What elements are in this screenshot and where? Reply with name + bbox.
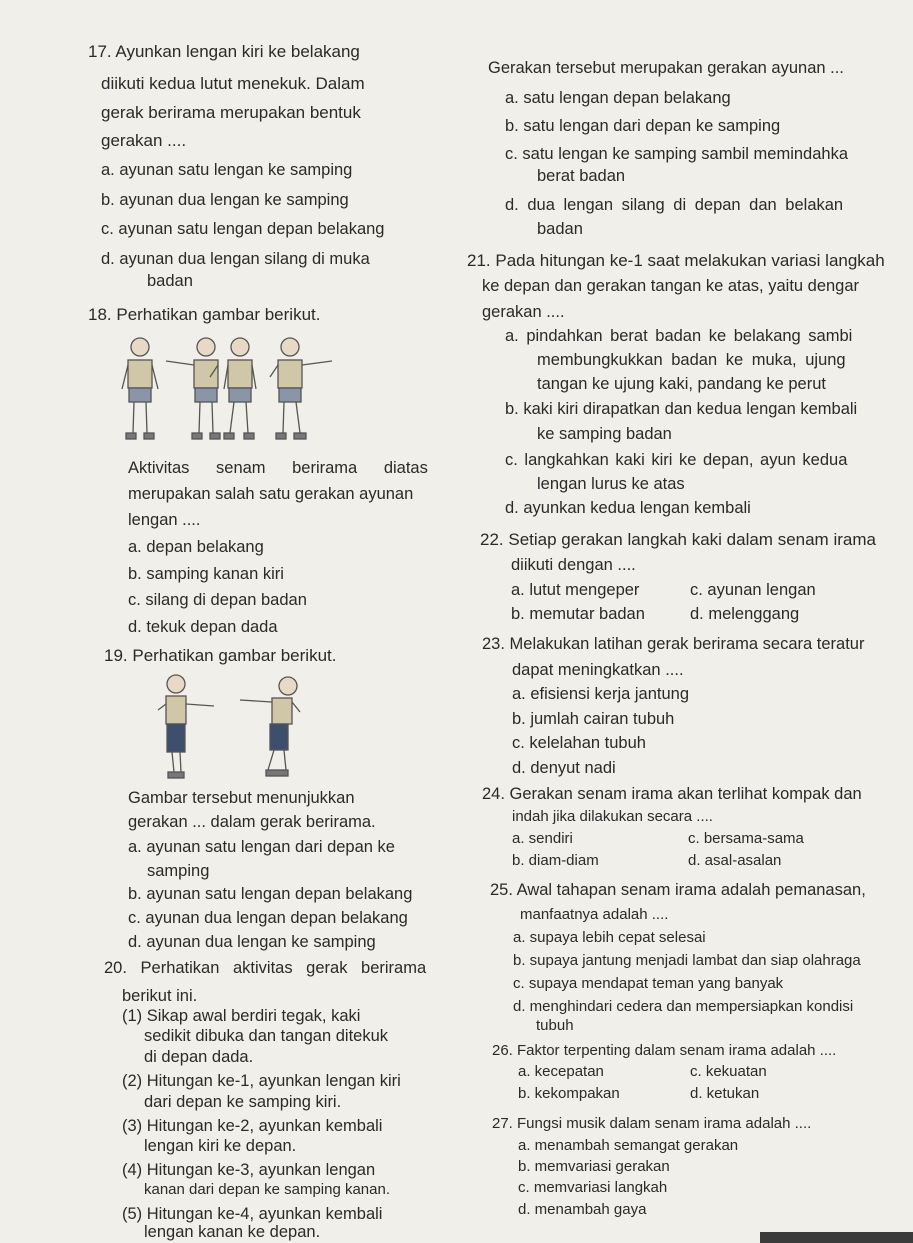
q17-line3: gerak berirama merupakan bentuk — [101, 103, 361, 122]
q19-line2: gerakan ... dalam gerak berirama. — [128, 813, 376, 831]
q21-option-d: d. ayunkan kedua lengan kembali — [505, 499, 751, 517]
q21-option-a: a. pindahkan berat badan ke belakang sambi — [505, 327, 853, 345]
q23-option-a: a. efisiensi kerja jantung — [512, 685, 690, 703]
q27-option-a: a. menambah semangat gerakan — [518, 1137, 739, 1154]
q25-option-a: a. supaya lebih cepat selesai — [513, 929, 706, 946]
q21-option-a-cont1: membungkukkan badan ke muka, ujung — [537, 351, 846, 369]
q20-option-d: d. dua lengan silang di depan dan belakan — [505, 196, 844, 214]
q20-step5-cont: lengan kanan ke depan. — [144, 1223, 321, 1241]
q18-option-d: d. tekuk depan dada — [128, 618, 278, 636]
q27-stem: 27. Fungsi musik dalam senam irama adalah .... — [492, 1115, 812, 1132]
q25-line2: manfaatnya adalah .... — [520, 906, 669, 923]
q26-option-b: b. kekompakan — [518, 1085, 620, 1102]
q25-line1: 25. Awal tahapan senam irama adalah pemanasan, — [490, 881, 866, 899]
q26-option-d: d. ketukan — [690, 1085, 760, 1102]
q21-option-a-cont2: tangan ke ujung kaki, pandang ke perut — [537, 375, 826, 393]
q20-stem-cont: Gerakan tersebut merupakan gerakan ayunan ... — [488, 59, 844, 77]
q20-option-c-cont: berat badan — [537, 167, 626, 185]
q21-line3: gerakan .... — [482, 303, 565, 321]
q25-option-d-cont: tubuh — [536, 1017, 574, 1034]
q20-option-d-cont: badan — [537, 220, 583, 238]
q26-option-a: a. kecepatan — [518, 1063, 604, 1080]
q20-step2-cont: dari depan ke samping kiri. — [144, 1093, 342, 1111]
q19-option-a-cont: samping — [147, 862, 210, 880]
q25-option-d: d. menghindari cedera dan mempersiapkan kondisi — [513, 998, 854, 1015]
q18-option-c: c. silang di depan badan — [128, 591, 307, 609]
q20-step1: (1) Sikap awal berdiri tegak, kaki — [122, 1007, 361, 1025]
q25-option-b: b. supaya jantung menjadi lambat dan siap olahraga — [513, 952, 861, 969]
q24-line2: indah jika dilakukan secara .... — [512, 808, 713, 825]
q23-option-c: c. kelelahan tubuh — [512, 734, 646, 752]
q22-option-d: d. melenggang — [690, 605, 800, 623]
q17-option-b: b. ayunan dua lengan ke samping — [101, 191, 349, 209]
q19-option-a: a. ayunan satu lengan dari depan ke — [128, 838, 395, 856]
q24-option-b: b. diam-diam — [512, 852, 599, 869]
q20-step4-cont: kanan dari depan ke samping kanan. — [144, 1181, 391, 1198]
q18-title: 18. Perhatikan gambar berikut. — [88, 305, 321, 324]
q21-option-c: c. langkahkan kaki kiri ke depan, ayun kedua — [505, 451, 848, 469]
q20-line1: 20. Perhatikan aktivitas gerak berirama — [104, 959, 427, 977]
q26-stem: 26. Faktor terpenting dalam senam irama adalah .... — [492, 1042, 837, 1059]
q27-option-d: d. menambah gaya — [518, 1201, 647, 1218]
q24-option-d: d. asal-asalan — [688, 852, 782, 869]
q18-option-a: a. depan belakang — [128, 538, 264, 556]
q17-option-d-cont: badan — [147, 272, 193, 290]
q18-line3: lengan .... — [128, 511, 201, 529]
q22-line2: diikuti dengan .... — [511, 556, 636, 574]
q21-option-b: b. kaki kiri dirapatkan dan kedua lengan kembali — [505, 400, 858, 418]
q18-figure — [118, 333, 338, 445]
q21-line2: ke depan dan gerakan tangan ke atas, yaitu dengar — [482, 277, 860, 295]
bottom-edge-shadow — [760, 1232, 913, 1243]
q20-step2: (2) Hitungan ke-1, ayunkan lengan kiri — [122, 1072, 401, 1090]
q22-option-b: b. memutar badan — [511, 605, 645, 623]
q24-option-c: c. bersama-sama — [688, 830, 804, 847]
q18-line2: merupakan salah satu gerakan ayunan — [128, 485, 414, 503]
q22-line1: 22. Setiap gerakan langkah kaki dalam senam irama — [480, 530, 876, 549]
q18-option-b: b. samping kanan kiri — [128, 565, 284, 583]
q17-option-c: c. ayunan satu lengan depan belakang — [101, 220, 385, 238]
q19-option-d: d. ayunan dua lengan ke samping — [128, 933, 376, 951]
q20-step4: (4) Hitungan ke-3, ayunkan lengan — [122, 1161, 376, 1179]
q20-option-b: b. satu lengan dari depan ke samping — [505, 117, 781, 135]
q25-option-c: c. supaya mendapat teman yang banyak — [513, 975, 784, 992]
q27-option-b: b. memvariasi gerakan — [518, 1158, 670, 1175]
q20-step5: (5) Hitungan ke-4, ayunkan kembali — [122, 1205, 383, 1223]
q24-line1: 24. Gerakan senam irama akan terlihat kompak dan — [482, 785, 862, 803]
q23-option-d: d. denyut nadi — [512, 759, 616, 777]
q23-line2: dapat meningkatkan .... — [512, 661, 684, 679]
q20-option-c: c. satu lengan ke samping sambil memindahka — [505, 145, 849, 163]
q19-title: 19. Perhatikan gambar berikut. — [104, 646, 337, 665]
q19-line1: Gambar tersebut menunjukkan — [128, 789, 355, 807]
q22-option-c: c. ayunan lengan — [690, 581, 816, 599]
q19-figure — [140, 672, 320, 782]
q19-option-c: c. ayunan dua lengan depan belakang — [128, 909, 408, 927]
q17-option-d: d. ayunan dua lengan silang di muka — [101, 250, 370, 268]
q17-line1: 17. Ayunkan lengan kiri ke belakang — [88, 42, 360, 61]
q20-option-a: a. satu lengan depan belakang — [505, 89, 731, 107]
q24-option-a: a. sendiri — [512, 830, 573, 847]
q20-step3-cont: lengan kiri ke depan. — [144, 1137, 297, 1155]
q26-option-c: c. kekuatan — [690, 1063, 767, 1080]
q20-step1-cont2: di depan dada. — [144, 1048, 254, 1066]
q19-option-b: b. ayunan satu lengan depan belakang — [128, 885, 413, 903]
q17-line4: gerakan .... — [101, 131, 187, 150]
q20-step3: (3) Hitungan ke-2, ayunkan kembali — [122, 1117, 383, 1135]
q20-step1-cont1: sedikit dibuka dan tangan ditekuk — [144, 1027, 389, 1045]
q18-line1: Aktivitas senam berirama diatas — [128, 459, 428, 477]
q21-line1: 21. Pada hitungan ke-1 saat melakukan variasi langkah — [467, 251, 885, 270]
q27-option-c: c. memvariasi langkah — [518, 1179, 668, 1196]
q21-option-c-cont: lengan lurus ke atas — [537, 475, 685, 493]
q23-line1: 23. Melakukan latihan gerak berirama secara teratur — [482, 635, 865, 653]
q23-option-b: b. jumlah cairan tubuh — [512, 710, 675, 728]
q22-option-a: a. lutut mengeper — [511, 581, 640, 599]
q20-line2: berikut ini. — [122, 987, 198, 1005]
q21-option-b-cont: ke samping badan — [537, 425, 672, 443]
q17-line2: diikuti kedua lutut menekuk. Dalam — [101, 74, 365, 93]
q17-option-a: a. ayunan satu lengan ke samping — [101, 161, 353, 179]
